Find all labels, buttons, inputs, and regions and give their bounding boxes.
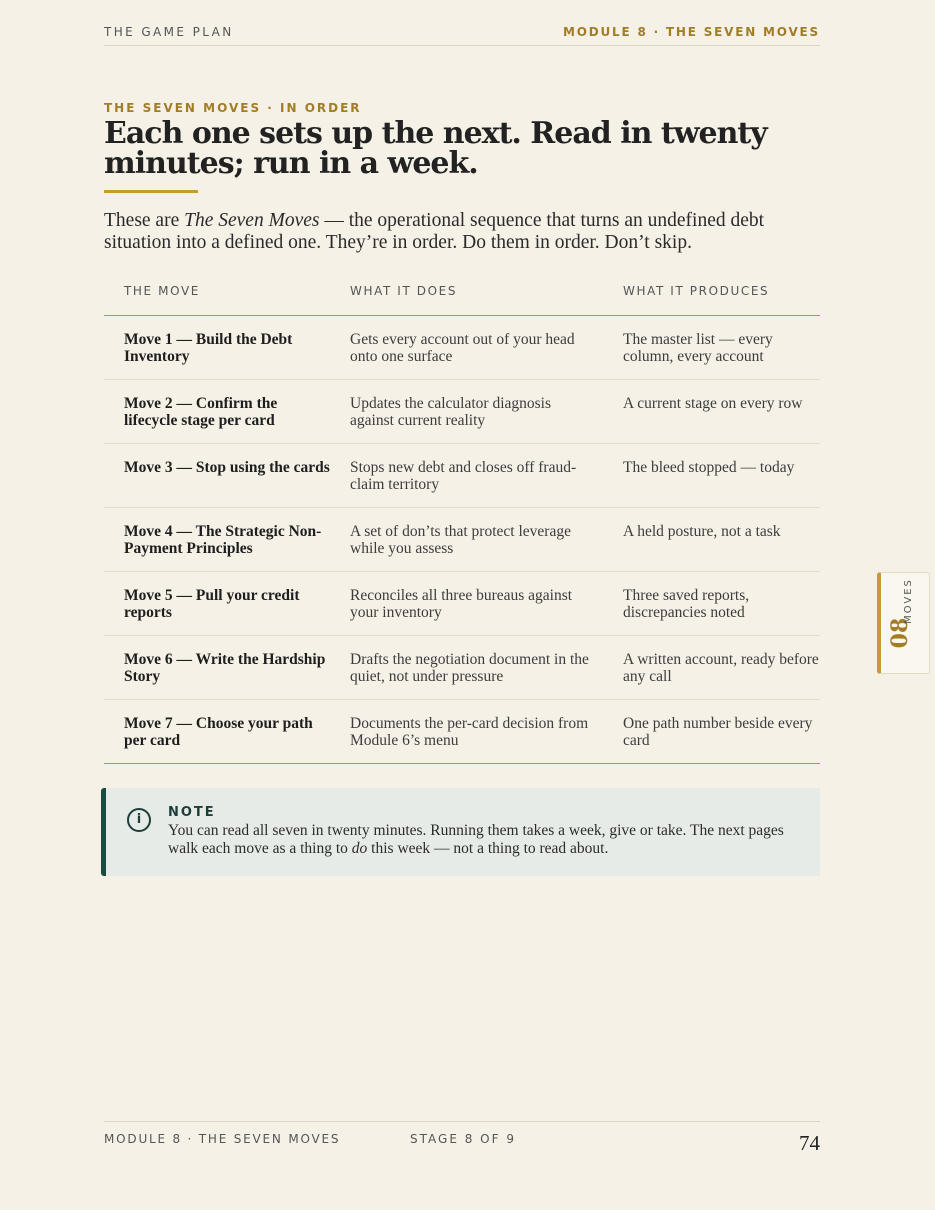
table-row: [104, 700, 820, 764]
move-produces-cell: A written account, ready before any call: [623, 651, 819, 685]
side-tab-number: 08: [887, 617, 913, 649]
column-header-produces: WHAT IT PRODUCES: [623, 284, 770, 298]
note-label: NOTE: [168, 805, 216, 820]
move-produces-cell: The bleed stopped — today: [623, 459, 795, 476]
move-produces-cell: One path number beside every card: [623, 715, 813, 749]
intro-emphasis: The Seven Moves: [184, 210, 320, 231]
move-name-cell: Move 5 — Pull your credit reports: [124, 587, 300, 621]
table-header-row: [104, 277, 820, 316]
info-icon: i: [127, 808, 151, 832]
page-number: 74: [799, 1131, 820, 1155]
move-name-cell: Move 2 — Confirm the lifecycle stage per card: [124, 395, 278, 429]
move-name-cell: Move 6 — Write the Hardship Story: [124, 651, 326, 685]
note-body: [168, 822, 808, 858]
title-accent-rule: [104, 190, 198, 193]
table-row: [104, 636, 820, 700]
move-produces-cell: The master list — every column, every account: [623, 331, 773, 365]
header-module-title: MODULE 8 · THE SEVEN MOVES: [562, 25, 820, 39]
table-row: [104, 380, 820, 444]
moves-table: [104, 277, 820, 764]
footer-stage: STAGE 8 OF 9: [410, 1132, 516, 1146]
move-does-cell: A set of don’ts that protect leverage while you assess: [350, 523, 571, 557]
move-does-cell: Documents the per-card decision from Module 6’s menu: [350, 715, 589, 749]
header-book-title: THE GAME PLAN: [104, 25, 234, 39]
column-header-move: THE MOVE: [124, 284, 200, 298]
footer-module: MODULE 8 · THE SEVEN MOVES: [104, 1132, 341, 1146]
move-name-cell: Move 7 — Choose your path per card: [124, 715, 313, 749]
move-does-cell: Drafts the negotiation document in the quiet, not under pressure: [350, 651, 589, 685]
move-name-cell: Move 4 — The Strategic Non-Payment Principles: [124, 523, 322, 557]
move-does-cell: Gets every account out of your head onto one surface: [350, 331, 575, 365]
move-produces-cell: A held posture, not a task: [623, 523, 781, 540]
page-footer: [104, 1121, 820, 1161]
note-text-before: You can read all seven in twenty minutes. Running them takes a week, give or take. The next pages walk each move as a thing to: [168, 822, 784, 857]
intro-text-before: These are: [104, 210, 185, 231]
move-does-cell: Updates the calculator diagnosis against current reality: [350, 395, 552, 429]
table-row: [104, 508, 820, 572]
table-row: [104, 316, 820, 380]
move-does-cell: Reconciles all three bureaus against your inventory: [350, 587, 573, 621]
move-name-cell: Move 3 — Stop using the cards: [124, 459, 330, 476]
note-emphasis: do: [351, 840, 368, 857]
table-row: [104, 572, 820, 636]
side-tab-label: MOVES: [903, 578, 914, 624]
running-header: [104, 24, 820, 46]
move-produces-cell: Three saved reports, discrepancies noted: [623, 587, 750, 621]
move-produces-cell: A current stage on every row: [623, 395, 803, 412]
note-text-after: this week — not a thing to read about.: [367, 840, 609, 857]
column-header-does: WHAT IT DOES: [350, 284, 458, 298]
intro-paragraph: [104, 210, 820, 254]
note-callout: [101, 788, 820, 876]
module-side-tab[interactable]: [877, 572, 930, 674]
intro-text-after: — the operational sequence that turns an undefined debt situation into a defined one. They’re in order. Do them in order. Don’t skip.: [104, 210, 765, 253]
table-row: [104, 444, 820, 508]
section-eyebrow: THE SEVEN MOVES · IN ORDER: [104, 101, 362, 115]
page-title: Each one sets up the next. Read in twenty minutes; run in a week.: [104, 116, 767, 181]
move-does-cell: Stops new debt and closes off fraud-claim territory: [350, 459, 577, 493]
move-name-cell: Move 1 — Build the Debt Inventory: [124, 331, 293, 365]
